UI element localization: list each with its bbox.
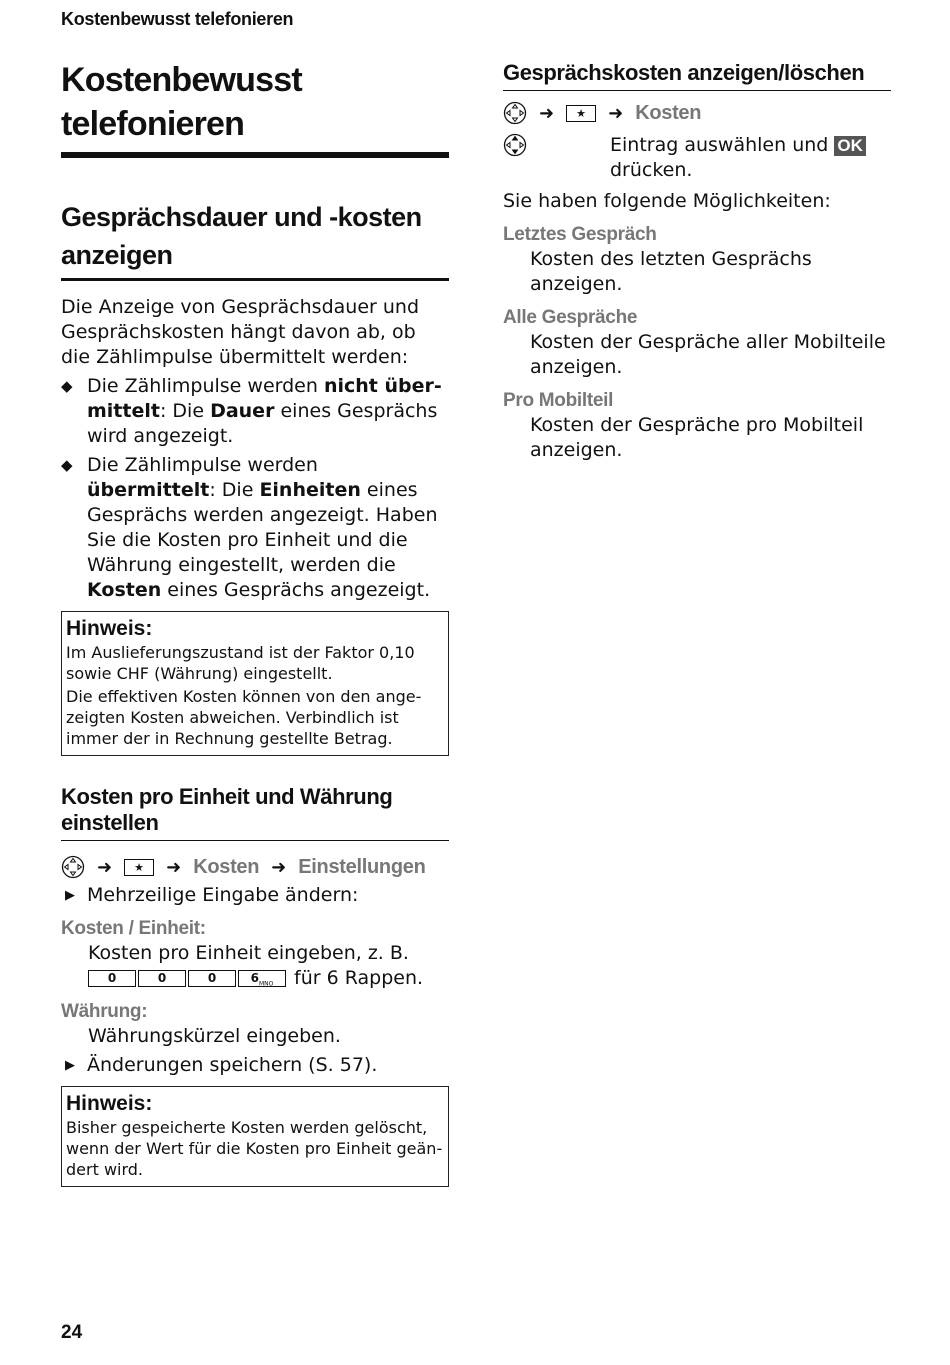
option-description: Kosten der Gespräche aller Mobilteile anzeigen. <box>530 331 886 378</box>
menu-item-kosten: Kosten <box>193 855 260 878</box>
hint-title: Hinweis: <box>66 617 153 640</box>
menu-item-kosten: Kosten <box>635 101 702 124</box>
ok-key-icon: OK <box>834 136 866 156</box>
control-key-updown-icon <box>503 133 527 157</box>
arrow-right-icon: ➜ <box>608 102 624 124</box>
option-label-letztes-gespraech: Letztes Gespräch <box>503 224 657 245</box>
option-label-pro-mobilteil: Pro Mobilteil <box>503 390 614 411</box>
page-number: 24 <box>61 1322 83 1343</box>
key-0-icon: 0 <box>138 970 186 987</box>
diamond-bullet-icon: ◆ <box>61 456 73 474</box>
step-item: ▶ Änderungen speichern (S. 57). <box>65 1054 378 1076</box>
hint-text: Im Auslieferungszustand ist der Faktor 0,10 sowie CHF (Währung) eingestellt. <box>66 643 415 683</box>
select-step: Eintrag auswählen und OK drücken. <box>503 133 891 183</box>
menu-path <box>61 853 449 881</box>
intro-paragraph: Die Anzeige von Gesprächsdauer und Gesprächskosten hängt davon ab, ob die Zählimpulse übermittelt werden: <box>61 296 420 368</box>
option-description: Kosten der Gespräche pro Mobilteil anzeigen. <box>530 414 864 461</box>
list-item: ◆ Die Zählimpulse werden übermittelt: Die Einheiten eines Gesprächs werden angezeigt. Haben Sie die Kosten pro Einheit und die Währung eingestellt, werden die Kosten eines Gesprächs angezeigt. <box>61 454 438 601</box>
hint-box <box>61 1086 449 1187</box>
triangle-bullet-icon: ▶ <box>65 888 75 903</box>
arrow-right-icon: ➜ <box>166 856 182 878</box>
diamond-bullet-icon: ◆ <box>61 377 73 395</box>
key-6-icon: $6_{MNO}$ <box>238 970 286 987</box>
control-key-icon <box>503 101 527 125</box>
field-label-cost-unit: Kosten / Einheit: <box>61 918 206 939</box>
field-description: Währungskürzel eingeben. <box>88 1025 341 1047</box>
field-description: Kosten pro Einheit eingeben, z. B. <box>88 942 409 964</box>
field-label-currency: Währung: <box>61 1001 148 1022</box>
running-header: Kostenbewusst telefonieren <box>61 9 294 29</box>
option-description: Kosten des letzten Gesprächs anzeigen. <box>530 248 812 295</box>
star-key-icon: ★ <box>566 105 596 122</box>
hint-title: Hinweis: <box>66 1092 153 1115</box>
arrow-right-icon: ➜ <box>271 856 287 878</box>
section-heading-cost-per-unit: Kosten pro Einheit und Währung einstellen <box>61 784 449 841</box>
option-label-alle-gespraeche: Alle Gespräche <box>503 307 638 328</box>
key-sequence: 0 0 0 $6_{MNO}$ für 6 Rappen. <box>61 966 449 991</box>
star-key-icon: ★ <box>124 859 154 876</box>
arrow-right-icon: ➜ <box>97 856 113 878</box>
list-item: ◆ Die Zählimpulse werden nicht übermittelt: Die Dauer eines Gesprächs wird angezeigt. <box>61 375 442 447</box>
section-heading-duration-costs: Gesprächsdauer und -kosten anzeigen <box>61 198 449 281</box>
hint-text: Die effektiven Kosten können von den angezeigten Kosten abweichen. Verbindlich ist immer der in Rechnung gestellte Betrag. <box>66 687 422 748</box>
triangle-bullet-icon: ▶ <box>65 1058 75 1073</box>
options-intro: Sie haben folgende Möglichkeiten: <box>503 190 831 212</box>
menu-path <box>503 99 891 127</box>
key-0-icon: 0 <box>88 970 136 987</box>
step-item: ▶ Mehrzeilige Eingabe ändern: <box>65 884 359 906</box>
page-title: Kostenbewusst telefonieren <box>61 58 449 158</box>
hint-box <box>61 611 449 756</box>
right-column <box>503 60 891 463</box>
section-heading-costs-show-delete: Gesprächskosten anzeigen/löschen <box>503 60 891 91</box>
menu-item-einstellungen: Einstellungen <box>298 855 426 878</box>
hint-text: Bisher gespeicherte Kosten werden gelöscht, wenn der Wert für die Kosten pro Einheit geändert wird. <box>66 1118 443 1179</box>
left-column <box>61 58 449 1187</box>
key-0-icon: 0 <box>188 970 236 987</box>
control-key-icon <box>61 855 85 879</box>
arrow-right-icon: ➜ <box>539 102 555 124</box>
